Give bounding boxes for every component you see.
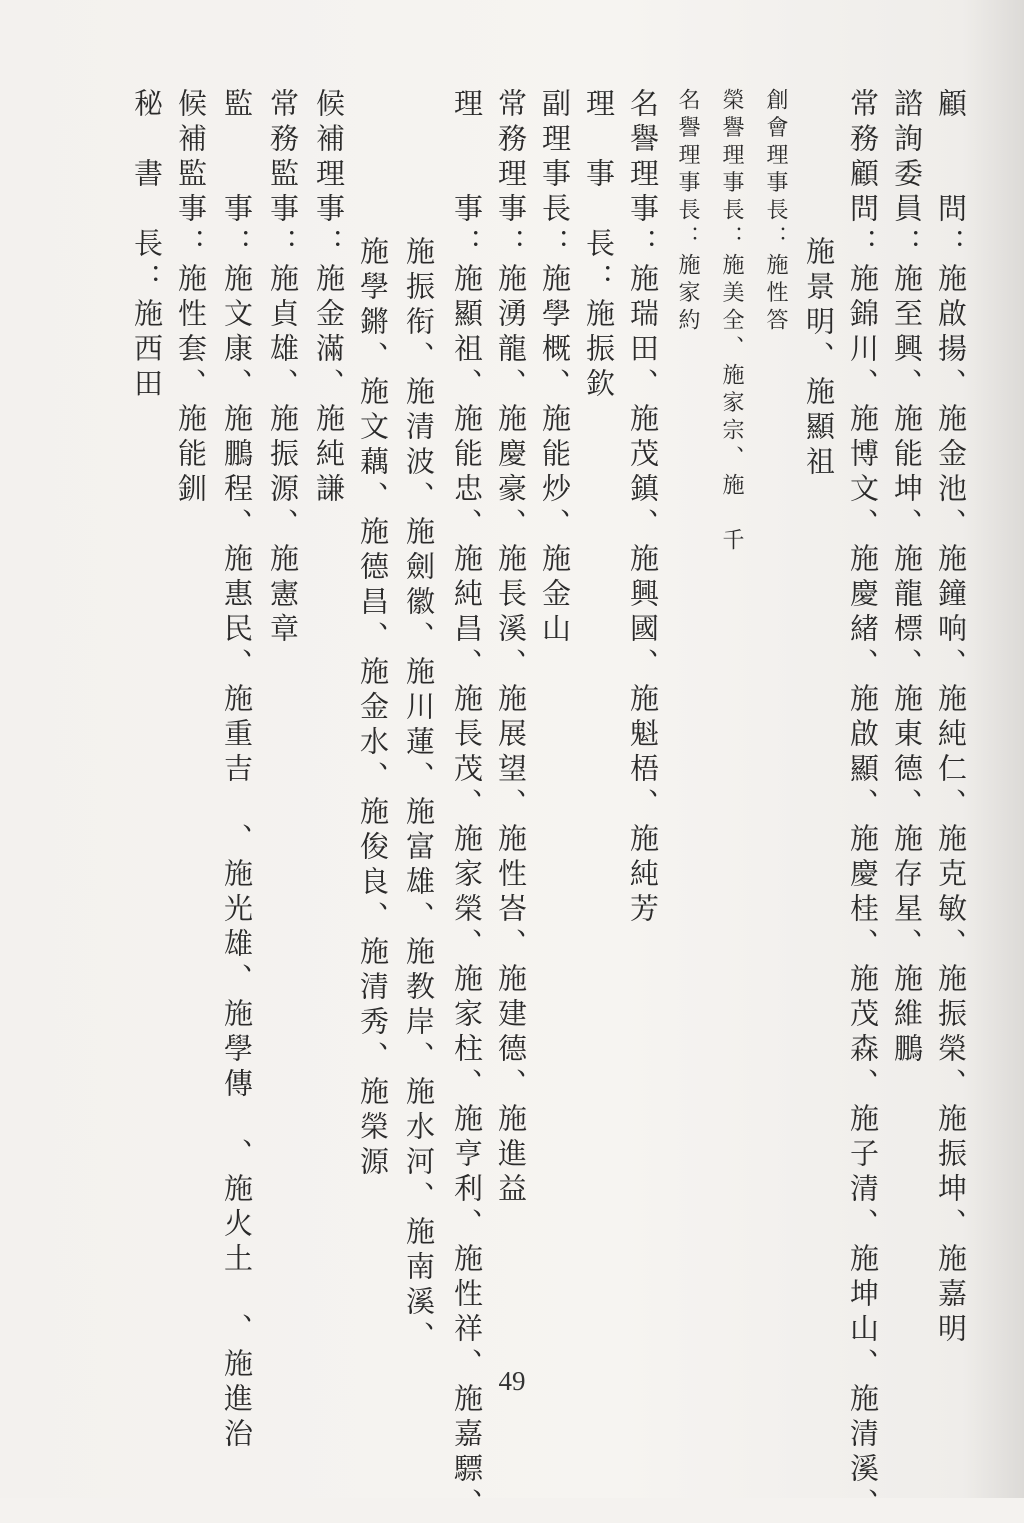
column-standing-advisors-cont: 施景明、施顯祖 <box>802 236 836 481</box>
column-chairman: 理 事 長：施振欽 <box>582 88 616 403</box>
column-consultants: 諮詢委員：施至興、施能坤、施龍標、施東德、施存星、施維鵬 <box>890 88 924 1068</box>
column-directors: 理 事：施顯祖、施能忠、施純昌、施長茂、施家榮、施家柱、施亨利、施性祥、施嘉驃、 <box>450 88 484 1523</box>
column-standing-advisors: 常務顧問：施錦川、施博文、施慶緒、施啟顯、施慶桂、施茂森、施子清、施坤山、施清溪、 <box>846 88 880 1523</box>
column-standing-directors: 常務理事：施湧龍、施慶豪、施長溪、施展望、施性峇、施建德、施進益 <box>494 88 528 1208</box>
column-honorary-chairman-2: 名譽理事長：施家約 <box>675 88 700 336</box>
column-standing-supervisors: 常務監事：施貞雄、施振源、施憲章 <box>266 88 300 648</box>
page-number: 49 <box>498 1366 526 1396</box>
column-vice-chairman: 副理事長：施學概、施能炒、施金山 <box>538 88 572 648</box>
column-founding-chairman: 創會理事長：施性答 <box>763 88 788 336</box>
column-advisors: 顧 問：施啟揚、施金池、施鐘响、施純仁、施克敏、施振榮、施振坤、施嘉明 <box>934 88 968 1348</box>
column-alternate-supervisors: 候補監事：施性套、施能釧 <box>174 88 208 508</box>
column-supervisors: 監 事：施文康、施鵬程、施惠民、施重吉 、施光雄、施學傳 、施火土 、施進治 <box>220 88 254 1453</box>
column-secretary-general: 秘 書 長：施西田 <box>130 88 164 403</box>
column-directors-cont-1: 施振衔、施清波、施劍徽、施川蓮、施富雄、施教岸、施水河、施南溪、 <box>402 236 436 1356</box>
column-directors-cont-2: 施學鏘、施文藕、施德昌、施金水、施俊良、施清秀、施榮源 <box>356 236 390 1181</box>
column-alternate-directors: 候補理事：施金滿、施純謙 <box>312 88 346 508</box>
column-honorary-chairman: 榮譽理事長：施美全、施家宗、施 千 <box>719 88 744 556</box>
column-honorary-directors: 名譽理事：施瑞田、施茂鎮、施興國、施魁梧、施純芳 <box>626 88 660 928</box>
